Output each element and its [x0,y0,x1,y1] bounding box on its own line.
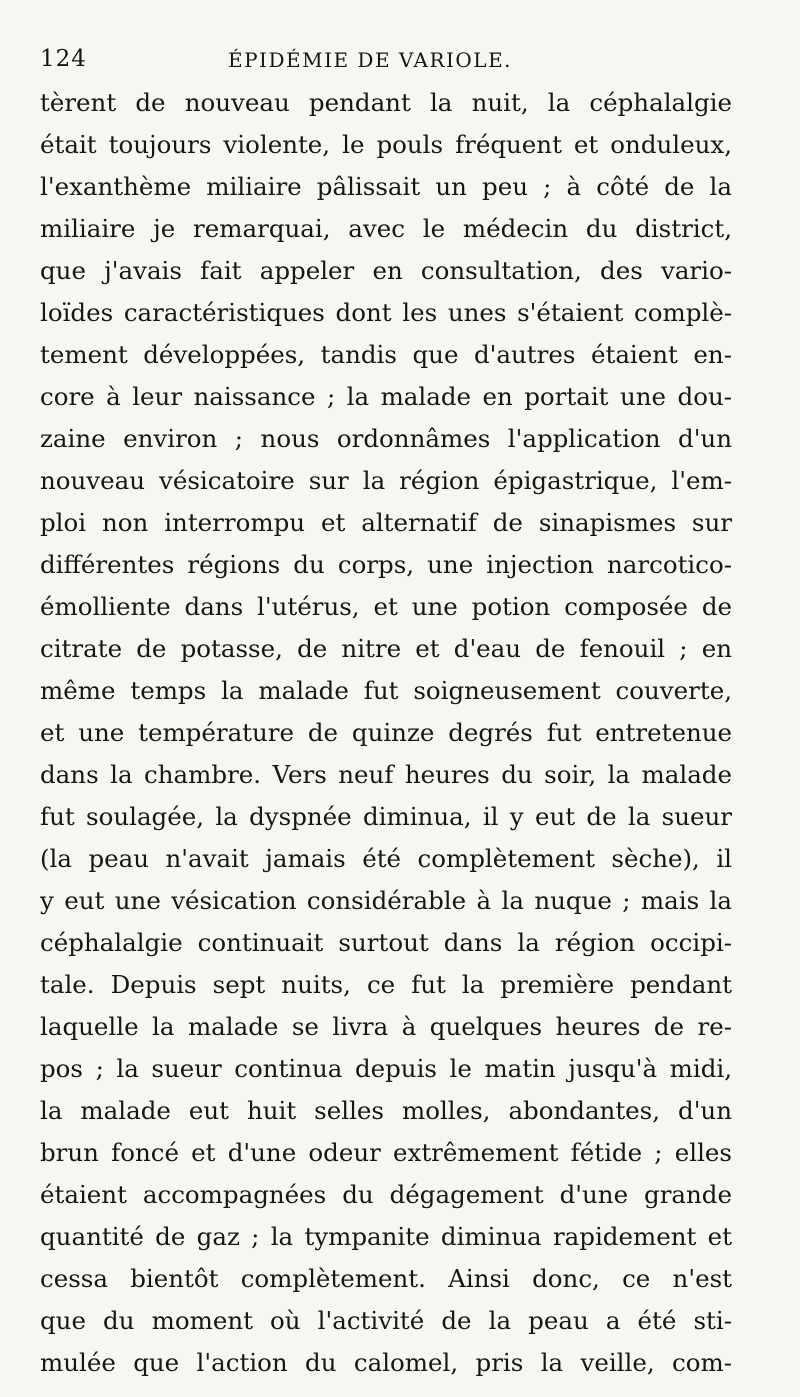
text-line: tement développées, tandis que d'autres étaient en- [40,340,732,369]
text-line: core à leur naissance ; la malade en portait une dou- [40,382,732,411]
text-line: différentes régions du corps, une injection narcotico- [40,550,732,579]
text-line: même temps la malade fut soigneusement couverte, [40,676,732,705]
text-line: miliaire je remarquai, avec le médecin du district, [40,214,732,243]
text-line: dans la chambre. Vers neuf heures du soir, la malade [40,760,732,789]
text-line: tale. Depuis sept nuits, ce fut la première pendant [40,970,732,999]
text-line: ploi non interrompu et alternatif de sinapismes sur [40,508,732,537]
running-head: ÉPIDÉMIE DE VARIOLE. [228,48,513,72]
text-line: laquelle la malade se livra à quelques heures de re- [40,1012,732,1041]
text-line: étaient accompagnées du dégagement d'une grande [40,1180,732,1209]
text-line: loïdes caractéristiques dont les unes s'étaient complè- [40,298,732,327]
text-line: fut soulagée, la dyspnée diminua, il y eut de la sueur [40,802,732,831]
text-line: que j'avais fait appeler en consultation, des vario- [40,256,732,285]
text-line: céphalalgie continuait surtout dans la région occipi- [40,928,732,957]
text-line: citrate de potasse, de nitre et d'eau de fenouil ; en [40,634,732,663]
text-line: brun foncé et d'une odeur extrêmement fétide ; elles [40,1138,732,1167]
text-line: l'exanthème miliaire pâlissait un peu ; à côté de la [40,172,732,201]
text-line: zaine environ ; nous ordonnâmes l'application d'un [40,424,732,453]
page-header [40,44,730,76]
text-line: tèrent de nouveau pendant la nuit, la céphalalgie [40,88,732,117]
text-line: y eut une vésication considérable à la nuque ; mais la [40,886,732,915]
text-line: mulée que l'action du calomel, pris la veille, com- [40,1348,732,1377]
text-line: et une température de quinze degrés fut entretenue [40,718,732,747]
page-number: 124 [40,46,87,72]
text-line: cessa bientôt complètement. Ainsi donc, ce n'est [40,1264,732,1293]
text-line: que du moment où l'activité de la peau a été sti- [40,1306,732,1335]
text-line: quantité de gaz ; la tympanite diminua rapidement et [40,1222,732,1251]
text-line: nouveau vésicatoire sur la région épigastrique, l'em- [40,466,732,495]
text-line: pos ; la sueur continua depuis le matin jusqu'à midi, [40,1054,732,1083]
text-line: (la peau n'avait jamais été complètement sèche), il [40,844,732,873]
body-text [40,82,732,1384]
text-line: émolliente dans l'utérus, et une potion composée de [40,592,732,621]
text-line: était toujours violente, le pouls fréquent et onduleux, [40,130,732,159]
text-line: la malade eut huit selles molles, abondantes, d'un [40,1096,732,1125]
